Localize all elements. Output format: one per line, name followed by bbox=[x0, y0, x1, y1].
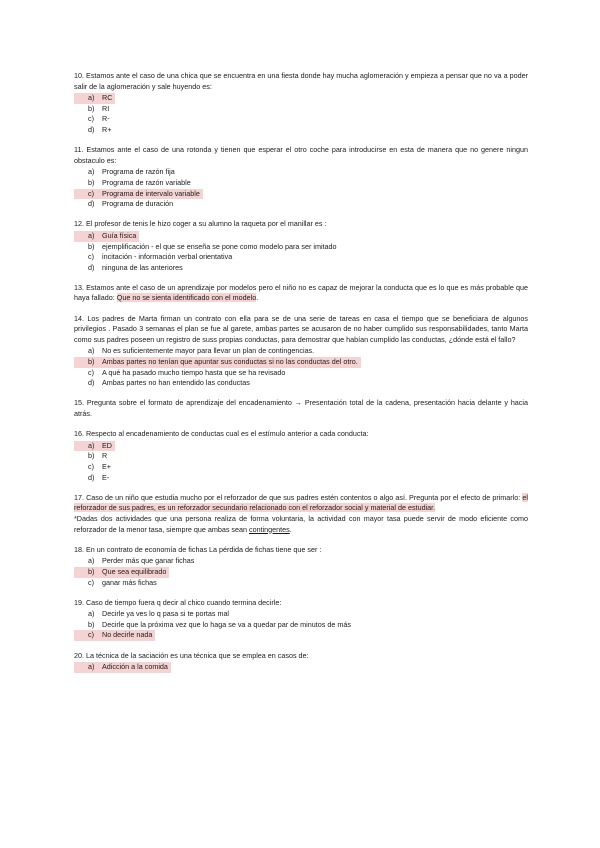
option-text: No es suficientemente mayor para llevar un plan de contingencias. bbox=[102, 346, 315, 356]
option-b bbox=[74, 620, 528, 631]
option-letter: a) bbox=[88, 440, 95, 450]
options-list bbox=[74, 556, 528, 588]
option-d bbox=[74, 263, 528, 274]
option-b bbox=[74, 104, 528, 115]
options-list bbox=[74, 662, 528, 673]
option-text: incitación - información verbal orientativa bbox=[102, 252, 233, 262]
option-letter: c) bbox=[88, 114, 94, 124]
option-text: ejemplificación - el que se enseña se pone como modelo para ser imitado bbox=[102, 241, 337, 251]
option-text: Programa de intervalo variable bbox=[102, 188, 200, 198]
footnote-end: . bbox=[289, 524, 292, 534]
option-text: Decirle que la próxima vez que lo haga se va a quedar par de minutos de más bbox=[102, 619, 351, 629]
option-text: Programa de razón fija bbox=[102, 167, 175, 177]
option-letter: c) bbox=[88, 188, 94, 198]
option-text: R+ bbox=[102, 124, 112, 134]
option-text: E+ bbox=[102, 461, 111, 471]
option-text: R- bbox=[102, 114, 110, 124]
option-text: Ambas partes no tenían que apuntar sus conductas si no las conductas del otro. bbox=[102, 357, 358, 367]
option-letter: d) bbox=[88, 124, 95, 134]
question-text: 16. Respecto al encadenamiento de conductas cual es el estímulo anterior a cada conducta: bbox=[74, 429, 369, 439]
option-a bbox=[74, 441, 528, 452]
option-a bbox=[74, 231, 528, 242]
option-c bbox=[74, 630, 528, 641]
question-text: 15. Pregunta sobre el formato de aprendizaje del encadenamiento → Presentación total de la cadena, presentación hacia delante y hacia atrás. bbox=[74, 398, 528, 418]
question-19 bbox=[74, 598, 528, 641]
option-text: Programa de razón variable bbox=[102, 177, 191, 187]
option-letter: b) bbox=[88, 103, 95, 113]
question-11 bbox=[74, 145, 528, 210]
option-d bbox=[74, 125, 528, 136]
option-letter: b) bbox=[88, 619, 95, 629]
question-16 bbox=[74, 429, 528, 483]
option-a bbox=[74, 662, 528, 673]
option-letter: b) bbox=[88, 451, 95, 461]
option-letter: d) bbox=[88, 472, 95, 482]
options-list bbox=[74, 346, 528, 388]
question-text-part: 17. Caso de un niño que estudia mucho por el reforzador de que sus padres estén contentos o algo así. Pregunta por el efecto de primarlo: bbox=[74, 492, 523, 502]
underlined-term: contingentes bbox=[249, 524, 290, 534]
option-d bbox=[74, 199, 528, 210]
option-c bbox=[74, 368, 528, 379]
option-text: RC bbox=[102, 93, 113, 103]
option-text: Decirle ya ves lo q pasa si te portas mal bbox=[102, 609, 230, 619]
option-d bbox=[74, 378, 528, 389]
option-c bbox=[74, 462, 528, 473]
option-letter: c) bbox=[88, 367, 94, 377]
option-letter: a) bbox=[88, 556, 95, 566]
option-letter: a) bbox=[88, 346, 95, 356]
option-letter: b) bbox=[88, 177, 95, 187]
question-18 bbox=[74, 545, 528, 588]
question-text: 20. La técnica de la saciación es una técnica que se emplea en casos de: bbox=[74, 650, 309, 660]
option-text: ED bbox=[102, 440, 112, 450]
highlighted-answer: Que no se sienta identificado con el modelo bbox=[116, 293, 257, 303]
question-13 bbox=[74, 283, 528, 304]
question-text-end: . bbox=[256, 293, 259, 303]
option-letter: a) bbox=[88, 662, 95, 672]
options-list bbox=[74, 609, 528, 641]
question-text: 19. Caso de tiempo fuera q decir al chico cuando termina decirle: bbox=[74, 597, 282, 607]
option-text: ninguna de las anteriores bbox=[102, 262, 183, 272]
option-letter: a) bbox=[88, 609, 95, 619]
options-list bbox=[74, 93, 528, 135]
option-letter: c) bbox=[88, 630, 94, 640]
footnote bbox=[74, 514, 528, 535]
option-letter: c) bbox=[88, 461, 94, 471]
option-text: Perder más que ganar fichas bbox=[102, 556, 195, 566]
option-letter: d) bbox=[88, 262, 95, 272]
option-letter: b) bbox=[88, 241, 95, 251]
option-b bbox=[74, 178, 528, 189]
option-a bbox=[74, 556, 528, 567]
option-a bbox=[74, 346, 528, 357]
option-text: A qué ha pasado mucho tiempo hasta que se ha revisado bbox=[102, 367, 286, 377]
option-letter: a) bbox=[88, 230, 95, 240]
option-letter: b) bbox=[88, 357, 95, 367]
option-letter: a) bbox=[88, 167, 95, 177]
option-b bbox=[74, 567, 528, 578]
option-c bbox=[74, 252, 528, 263]
option-a bbox=[74, 609, 528, 620]
footnote-text: *Dadas dos actividades que una persona realiza de forma voluntaria, la actividad con mayor tasa puede servir de modo eficiente como reforzador de la menor tasa, siempre que ambas sean bbox=[74, 513, 528, 534]
question-14 bbox=[74, 314, 528, 389]
option-text: No decirle nada bbox=[102, 630, 153, 640]
option-text: Guía física bbox=[102, 230, 137, 240]
option-text: Programa de duración bbox=[102, 199, 174, 209]
option-d bbox=[74, 473, 528, 484]
option-letter: c) bbox=[88, 577, 94, 587]
option-text: ganar más fichas bbox=[102, 577, 157, 587]
options-list bbox=[74, 231, 528, 273]
option-b bbox=[74, 451, 528, 462]
option-a bbox=[74, 93, 528, 104]
option-letter: c) bbox=[88, 252, 94, 262]
option-letter: a) bbox=[88, 93, 95, 103]
options-list bbox=[74, 167, 528, 209]
question-12 bbox=[74, 219, 528, 273]
options-list bbox=[74, 441, 528, 483]
option-letter: d) bbox=[88, 199, 95, 209]
question-text: 12. El profesor de tenis le hizo coger a su alumno la raqueta por el manillar es : bbox=[74, 219, 327, 229]
question-text: 14. Los padres de Marta firman un contrato con ella para se de una serie de tareas en casa el tiempo que se beneficiara de algunos privilegios . Pasado 3 semanas el plan se fue al garete, ambas partes se acusaron de no haber cumplido sus responsabilidades, tanto Marta como sus padres poseen un registro de suss propias conductas, para demostrar que habían cumplido las conductas, ¿dónde está el fallo? bbox=[74, 313, 528, 344]
highlighted-answer: el reforzador de sus padres, es un reforzador secundario relacionado con el reforzador social y material de estudiar. bbox=[74, 492, 528, 513]
option-text: R bbox=[102, 451, 108, 461]
option-text: Adicción a la comida bbox=[102, 662, 168, 672]
question-text bbox=[74, 493, 528, 514]
option-b bbox=[74, 357, 528, 368]
question-20 bbox=[74, 651, 528, 673]
option-letter: d) bbox=[88, 378, 95, 388]
question-text-part: 13. Estamos ante el caso de un aprendizaje por modelos pero el niño no es capaz de mejorar la conducta que es lo que es más probable que haya fallado: bbox=[74, 282, 528, 303]
question-15 bbox=[74, 398, 528, 419]
option-b bbox=[74, 242, 528, 253]
option-letter: b) bbox=[88, 566, 95, 576]
option-c bbox=[74, 578, 528, 589]
option-a bbox=[74, 167, 528, 178]
question-10 bbox=[74, 71, 528, 136]
option-text: Ambas partes no han entendido las conductas bbox=[102, 378, 250, 388]
question-17 bbox=[74, 493, 528, 535]
question-text: 11. Estamos ante el caso de una rotonda y tienen que esperar el otro coche para introducirse en esta de manera que no genere ningun obstaculo es: bbox=[74, 145, 528, 165]
option-c bbox=[74, 189, 528, 200]
question-text: 10. Estamos ante el caso de una chica que se encuentra en una fiesta donde hay mucha aglomeración y empieza a pensar que no va a poder salir de la aglomeración y sale huyendo es: bbox=[74, 71, 528, 91]
question-text bbox=[74, 283, 528, 304]
option-text: E- bbox=[102, 472, 110, 482]
option-c bbox=[74, 114, 528, 125]
option-text: RI bbox=[102, 103, 110, 113]
option-text: Que sea equilibrado bbox=[102, 566, 167, 576]
question-text: 18. En un contrato de economía de fichas La pérdida de fichas tiene que ser : bbox=[74, 544, 322, 554]
